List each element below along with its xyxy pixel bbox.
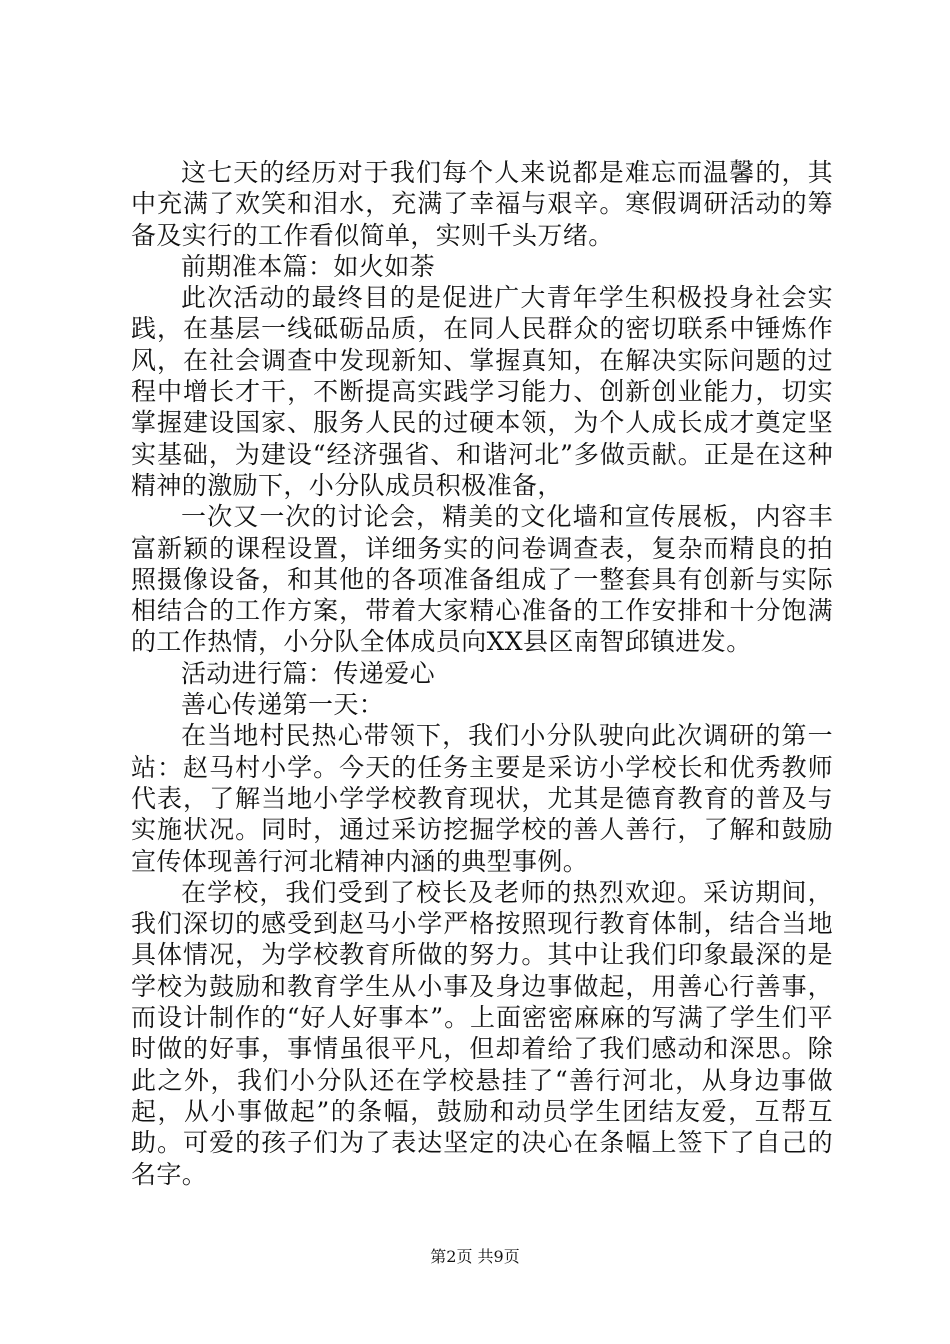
paragraph-day-one-visit: 在当地村民热心带领下，我们小分队驶向此次调研的第一站：赵马村小学。今天的任务主要是采访小学校长和优秀教师代表，了解当地小学学校教育现状，尤其是德育教育的普及与实施状况。同时，通过采访挖掘学校的善人善行，了解和鼓励宣传体现善行河北精神内涵的典型事例。 — [131, 721, 833, 876]
section-heading-preparation: 前期准本篇：如火如荼 — [181, 251, 436, 281]
paragraph-purpose: 此次活动的最终目的是促进广大青年学生积极投身社会实践，在基层一线砥砺品质，在同人民群众的密切联系中锤炼作风，在社会调查中发现新知、掌握真知，在解决实际问题的过程中增长才干，不断提高实践学习能力、创新创业能力，切实掌握建设国家、服务人民的过硬本领，为个人成长成才奠定坚实基础，为建设“经济强省、和谐河北”多做贡献。正是在这种精神的激励下，小分队成员积极准备， — [131, 283, 833, 500]
paragraph-school-welcome: 在学校，我们受到了校长及老师的热烈欢迎。采访期间，我们深切的感受到赵马小学严格按照现行教育体制，结合当地具体情况，为学校教育所做的努力。其中让我们印象最深的是学校为鼓励和教育学生从小事及身边事做起，用善心行善事，而设计制作的“好人好事本”。上面密密麻麻的写满了学生们平时做的好事，事情虽很平凡，但却着给了我们感动和深思。除此之外，我们小分队还在学校悬挂了“善行河北，从身边事做起，从小事做起”的条幅，鼓励和动员学生团结友爱，互帮互助。可爱的孩子们为了表达坚定的决心在条幅上签下了自己的名字。 — [131, 877, 833, 1189]
paragraph-intro: 这七天的经历对于我们每个人来说都是难忘而温馨的，其中充满了欢笑和泪水，充满了幸福与艰辛。寒假调研活动的筹备及实行的工作看似简单，实则千头万绪。 — [131, 158, 833, 250]
section-heading-activity: 活动进行篇：传递爱心 — [181, 658, 436, 688]
paragraph-preparations: 一次又一次的讨论会，精美的文化墙和宣传展板，内容丰富新颖的课程设置，详细务实的问卷调查表，复杂而精良的拍照摄像设备，和其他的各项准备组成了一整套具有创新与实际相结合的工作方案，带着大家精心准备的工作安排和十分饱满的工作热情，小分队全体成员向XX县区南智邱镇进发。 — [131, 502, 833, 657]
document-body — [131, 157, 833, 1190]
page-number-footer: 第2页 共9页 — [430, 1247, 520, 1266]
subheading-day-one: 善心传递第一天： — [181, 690, 385, 720]
